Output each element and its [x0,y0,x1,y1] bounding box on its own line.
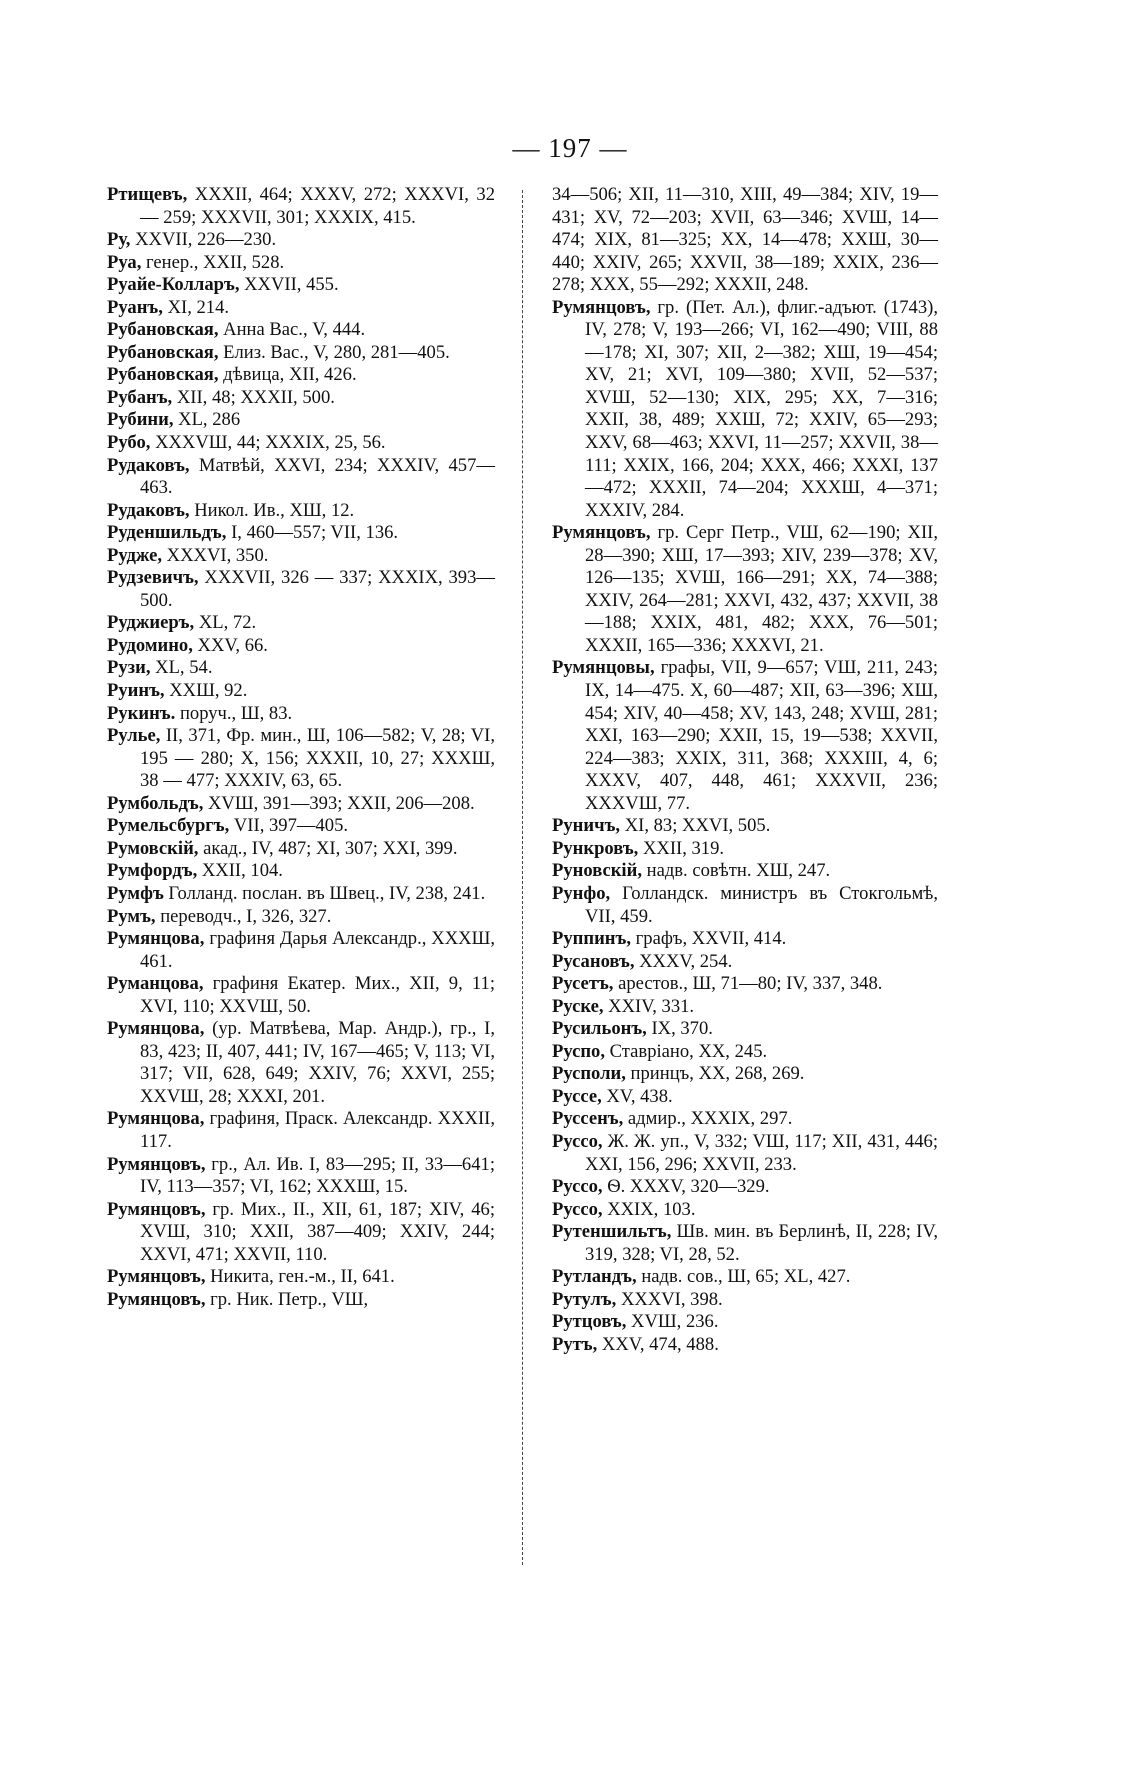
index-entry [107,297,495,320]
entry-references: графы, VII, 9—657; VШ, 211, 243; IX, 14—475. X, 60—487; XII, 63—396; XШ, 454; XIV, 40—458; XV, 143, 248; XVШ, 281; XXI, 163—290; XXII, 15, 19—538; XXVII, 224—383; XXIX, 311, 368; XXXIII, 4, 6; XXXV, 407, 448, 461; XXXVII, 236; XXXVШ, 77. [585,657,938,814]
entry-references: арестов., Ш, 71—80; IV, 337, 348. [613,973,883,995]
index-entry [107,860,495,883]
index-entry [552,1334,938,1357]
entry-headword: Руске, [552,995,604,1017]
right-column [552,184,938,1356]
entry-references: принцъ, XX, 268, 269. [625,1063,805,1085]
entry-headword: Руппинъ, [552,928,631,950]
index-entry [107,1199,495,1267]
entry-headword: Румянцовы, [552,657,655,679]
index-entry [107,1266,495,1289]
index-entry [107,725,495,793]
index-entry [552,1041,938,1064]
index-entry-continuation: 34—506; XII, 11—310, XIII, 49—384; XIV, 19—431; XV, 72—203; XVII, 63—346; XVШ, 14—474; XIX, 81—325; XX, 14—478; XXШ, 30—440; XXIV, 265; XXVII, 38—189; XXIX, 236—278; XXX, 55—292; XXXII, 248. [552,184,938,296]
entry-references: графиня Дарья Александр., XXXШ, 461. [140,928,495,972]
entry-references: XL, 54. [150,657,213,679]
entry-references: XL, 286 [173,409,241,431]
entry-references: акад., IV, 487; XI, 307; XXI, 399. [198,837,458,859]
index-entry [107,883,495,906]
entry-headword: Руманцова, [107,973,204,995]
index-entry [107,1154,495,1199]
index-entry [552,1266,938,1289]
entry-headword: Руспо, [552,1040,605,1062]
index-entry [107,838,495,861]
entry-headword: Рутеншильтъ, [552,1221,672,1243]
entry-references: XXV, 474, 488. [597,1333,719,1355]
entry-headword: Рубановская, [107,364,219,386]
index-entry [552,297,938,522]
entry-headword: Рузи, [107,657,151,679]
entry-references: гр. Мих., II., XII, 61, 187; XIV, 46; XVШ, 310; XXII, 387—409; XXIV, 244; XXVI, 471; XXVII, 110. [140,1198,495,1265]
entry-references: XXVII, 455. [239,274,339,296]
entry-references: адмир., XXXIX, 297. [623,1108,793,1130]
entry-references: графиня Екатер. Мих., XII, 9, 11; XVI, 110; XXVШ, 50. [140,973,495,1017]
entry-references: Ставріано, XX, 245. [605,1040,768,1062]
entry-references: Ж. Ж. уп., V, 332; VШ, 117; XII, 431, 446; XXI, 156, 296; XXVII, 233. [585,1130,938,1175]
entry-references: XI, 83; XXVI, 505. [620,815,771,837]
index-entry [552,1221,938,1266]
index-entry [107,500,495,523]
index-entry [552,522,938,657]
index-entry [107,928,495,973]
entry-headword: Русильонъ, [552,1018,647,1040]
entry-references: XXVII, 226—230. [130,229,277,251]
entry-headword: Руанъ, [107,296,163,318]
entry-headword: Рудомино, [107,634,193,656]
entry-references: Елиз. Вас., V, 280, 281—405. [218,341,450,363]
index-entry [552,1018,938,1041]
entry-references: XII, 48; XXXII, 500. [172,386,335,408]
entry-references: XVШ, 391—393; XXII, 206—208. [203,792,475,814]
entry-headword: Ртищевъ, [107,184,188,205]
entry-headword: Руинъ, [107,680,165,702]
entry-headword: Ру, [107,229,131,251]
entry-headword: Руссо, [552,1130,603,1152]
index-entry [107,793,495,816]
index-entry [107,973,495,1018]
entry-headword: Руссе, [552,1085,602,1107]
index-entry [552,1176,938,1199]
entry-headword: Румянцова, [107,928,205,950]
entry-references: XV, 438. [601,1085,673,1107]
entry-headword: Руденшильдъ, [107,522,227,544]
entry-headword: Рудаковъ, [107,454,190,476]
index-entry [107,387,495,410]
entry-headword: Рубановская, [107,341,219,363]
entry-headword: Румянцовъ, [552,522,651,544]
entry-headword: Румянцовъ, [552,296,651,318]
entry-references: гр., Ал. Ив. I, 83—295; II, 33—641; IV, 113—357; VI, 162; XXXШ, 15. [140,1153,495,1198]
entry-references: гр. (Пет. Ал.), флиг.-адъют. (1743), IV, 278; V, 193—266; VI, 162—490; VIII, 88—178; XI, 307; XII, 2—382; XШ, 19—454; XV, 21; XVI, 109—380; XVII, 52—537; XVШ, 52—130; XIX, 295; XX, 7—316; XXII, 38, 489; XXШ, 72; XXIV, 65—293; XXV, 68—463; XXVI, 11—257; XXVII, 38—111; XXIX, 166, 204; XXX, 466; XXXI, 137—472; XXXII, 74—204; XXXШ, 4—371; XXXIV, 284. [585,296,938,521]
index-entry [107,522,495,545]
entry-references: XXIV, 331. [603,995,695,1017]
entry-references: графиня, Праск. Александр. XXXII, 117. [140,1108,495,1152]
entry-references: графъ, XXVII, 414. [631,928,787,950]
index-entry [107,815,495,838]
index-entry [552,951,938,974]
index-entry [552,1131,938,1176]
entry-references: генер., XXII, 528. [141,251,285,273]
entry-headword: Руничъ, [552,815,621,837]
index-entry [107,680,495,703]
entry-references: XXV, 66. [192,634,268,656]
index-entry [107,274,495,297]
index-entry [107,1289,495,1312]
entry-headword: Румбольдъ, [107,792,204,814]
entry-headword: Рукинъ. [107,702,176,724]
entry-references: гр. Ник. Петр., VШ, [205,1288,369,1310]
index-entry [552,1199,938,1222]
entry-headword: Рутцовъ, [552,1311,627,1333]
index-entry [107,635,495,658]
entry-references: XXII, 104. [197,860,283,882]
entry-headword: Руновскій, [552,860,642,882]
index-entry [107,184,495,229]
entry-references: Никита, ген.-м., II, 641. [205,1266,395,1288]
entry-headword: Руа, [107,251,142,273]
entry-references: переводч., I, 326, 327. [155,905,332,927]
entry-headword: Румянцовъ, [107,1153,206,1175]
entry-references: I, 460—557; VII, 136. [226,522,399,544]
entry-references: гр. Серг Петр., VШ, 62—190; XII, 28—390; XШ, 17—393; XIV, 239—378; XV, 126—135; XVШ, 166—291; XX, 74—388; XXIV, 264—281; XXVI, 432, 437; XXVII, 38—188; XXIX, 481, 482; XXX, 76—501; XXXII, 165—336; XXXVI, 21. [585,522,938,656]
index-entry [107,229,495,252]
entry-references: VII, 397—405. [229,815,349,837]
index-entry [107,545,495,568]
index-entry [552,1086,938,1109]
left-column [107,184,495,1311]
entry-headword: Румянцовъ, [107,1198,206,1220]
entry-references: XI, 214. [162,296,230,318]
entry-references: (ур. Матвѣева, Мар. Андр.), гр., I, 83, 423; II, 407, 441; IV, 167—465; V, 113; VI, 317; VII, 628, 649; XXIV, 76; XXVI, 255; XXVШ, 28; XXXI, 201. [140,1018,495,1107]
entry-references: Анна Вас., V, 444. [218,319,366,341]
entry-headword: Румянцовъ, [107,1288,206,1310]
entry-references: Ѳ. XXXV, 320—329. [602,1176,770,1198]
entry-references: Голланд. послан. въ Швец., IV, 238, 241. [163,882,486,904]
column-divider [522,190,523,1565]
index-entry [552,838,938,861]
entry-headword: Румянцова, [107,1018,205,1040]
entry-headword: Румъ, [107,905,156,927]
entry-headword: Румфордъ, [107,860,198,882]
entry-references: Никол. Ив., XШ, 12. [189,499,355,521]
index-entry [552,928,938,951]
entry-headword: Рутландъ, [552,1266,637,1288]
entry-headword: Рубини, [107,409,174,431]
entry-references: IX, 370. [646,1018,713,1040]
index-entry [107,252,495,275]
entry-references: XXXVI, 350. [162,544,269,566]
index-entry [107,906,495,929]
entry-headword: Русановъ, [552,950,635,972]
entry-references: XXXV, 254. [634,950,733,972]
entry-references: Матвѣй, XXVI, 234; XXXIV, 457—463. [140,454,495,499]
entry-references: XXXVШ, 44; XXXIX, 25, 56. [150,432,386,454]
entry-references: надв. сов., Ш, 65; XL, 427. [636,1266,851,1288]
entry-headword: Рулье, [107,725,161,747]
entry-references: XXXII, 464; XXXV, 272; XXXVI, 32 — 259; XXXVII, 301; XXXIX, 415. [140,184,495,228]
index-entry [107,342,495,365]
entry-headword: Руджиеръ, [107,612,195,634]
entry-references: XXIX, 103. [602,1198,696,1220]
entry-headword: Рубановская, [107,319,219,341]
index-entry [552,860,938,883]
index-entry [552,1311,938,1334]
entry-headword: Руссо, [552,1176,603,1198]
entry-references: поруч., Ш, 83. [175,702,293,724]
entry-references: дѣвица, XII, 426. [218,364,357,386]
entry-headword: Рудзевичъ, [107,567,199,589]
index-entry [552,1289,938,1312]
entry-headword: Рунфо, [552,882,611,904]
entry-headword: Руайе-Колларъ, [107,274,240,296]
entry-headword: Рубанъ, [107,386,173,408]
entry-headword: Румельсбургъ, [107,815,230,837]
entry-headword: Румовскій, [107,837,199,859]
index-entry [552,657,938,815]
entry-references: XXII, 319. [638,837,725,859]
index-entry [107,364,495,387]
entry-headword: Рубо, [107,432,151,454]
index-entry [107,703,495,726]
entry-references: XXXVI, 398. [616,1288,723,1310]
entry-headword: Рутулъ, [552,1288,617,1310]
entry-references: XXШ, 92. [164,680,248,702]
index-entry [552,883,938,928]
entry-headword: Румянцова, [107,1108,205,1130]
entry-references: Шв. мин. въ Берлинѣ, II, 228; IV, 319, 328; VI, 28, 52. [585,1221,938,1265]
index-entry [107,432,495,455]
index-entry [552,973,938,996]
index-entry [552,815,938,838]
entry-headword: Руссенъ, [552,1108,624,1130]
index-entry [107,657,495,680]
entry-headword: Рудаковъ, [107,499,190,521]
entry-headword: Рудже, [107,544,163,566]
entry-references: XXXVII, 326 — 337; XXXIX, 393—500. [140,567,495,611]
entry-headword: Рункровъ, [552,837,639,859]
index-entry [107,1108,495,1153]
index-entry [107,319,495,342]
index-entry [107,567,495,612]
index-entry [107,409,495,432]
entry-headword: Рутъ, [552,1333,598,1355]
entry-references: XL, 72. [194,612,257,634]
entry-headword: Русполи, [552,1063,626,1085]
index-entry [107,612,495,635]
entry-headword: Румянцовъ, [107,1266,206,1288]
entry-headword: Руссо, [552,1198,603,1220]
entry-references: XVШ, 236. [626,1311,719,1333]
entry-headword: Румфъ [107,882,164,904]
entry-headword: Русетъ, [552,973,614,995]
entry-references: II, 371, Фр. мин., Ш, 106—582; V, 28; VI, 195 — 280; X, 156; XXXII, 10, 27; XXXШ, 38 — 477; XXXIV, 63, 65. [140,725,495,792]
page-number: — 197 — [512,133,628,163]
index-entry [552,996,938,1019]
index-entry [107,1018,495,1108]
index-entry [552,1063,938,1086]
entry-references: надв. совѣтн. XШ, 247. [641,860,831,882]
entry-references: Голландск. министръ въ Стокгольмѣ, VII, 459. [585,882,938,927]
index-entry [552,1108,938,1131]
index-entry [107,455,495,500]
